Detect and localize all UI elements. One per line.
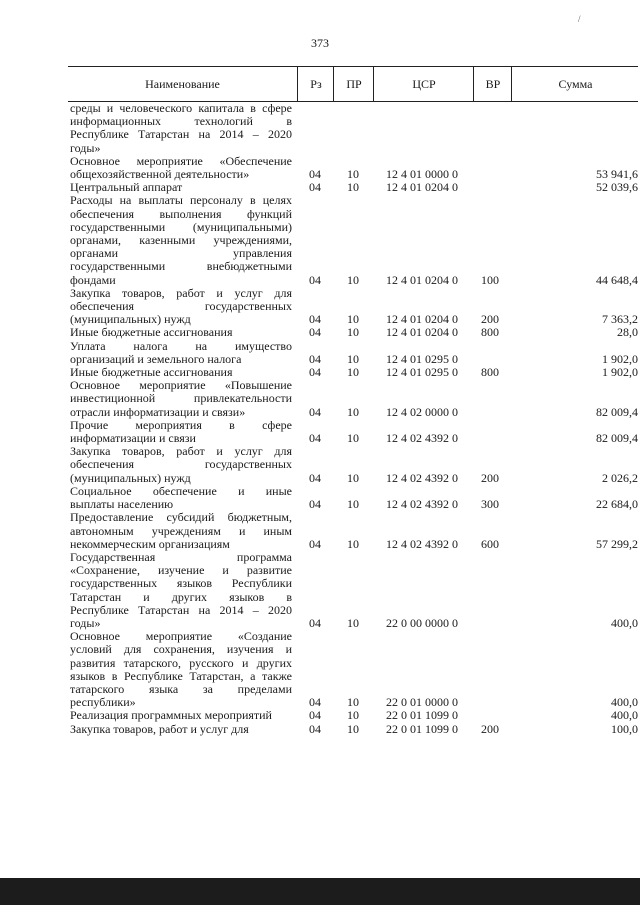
row-name-line: (муниципальных) нужд xyxy=(70,312,191,327)
row-rz: 04 xyxy=(309,536,321,551)
row-name-line: государственных языков Республики xyxy=(70,576,292,591)
row-rz: 04 xyxy=(309,365,321,380)
row-csr: 12 4 01 0204 0 xyxy=(386,272,458,287)
row-rz: 04 xyxy=(309,497,321,512)
row-name xyxy=(70,419,292,445)
table-header xyxy=(68,66,638,102)
row-rz: 04 xyxy=(309,167,321,182)
row-name-line: отрасли информатизации и связи» xyxy=(70,404,246,419)
row-vr: 600 xyxy=(481,536,499,551)
row-pr: 10 xyxy=(347,470,359,485)
row-pr: 10 xyxy=(347,404,359,419)
table-row xyxy=(0,511,640,551)
row-rz: 04 xyxy=(309,695,321,710)
row-name-line: татарского языка за пределами xyxy=(70,681,292,696)
row-name-line: государственными (муниципальными) xyxy=(70,219,292,234)
table-row xyxy=(0,379,640,419)
row-name-line: Основное мероприятие «Создание xyxy=(70,629,292,644)
row-name-line: годы» xyxy=(70,140,101,155)
row-rz: 04 xyxy=(309,325,321,340)
row-vr: 100 xyxy=(481,272,499,287)
row-name xyxy=(70,155,292,181)
row-name-line: органами, казенными учреждениями, xyxy=(70,233,292,248)
row-rz: 04 xyxy=(309,470,321,485)
table-row xyxy=(0,630,640,709)
row-sum: 400,0 xyxy=(611,615,638,630)
row-sum: 1 902,0 xyxy=(602,365,638,380)
row-name xyxy=(70,511,292,551)
row-name xyxy=(70,709,292,722)
row-rz: 04 xyxy=(309,312,321,327)
row-name-line: Основное мероприятие «Повышение xyxy=(70,378,292,393)
row-vr: 800 xyxy=(481,365,499,380)
table-row xyxy=(0,340,640,366)
table-row xyxy=(0,419,640,445)
row-name-line: органами управления xyxy=(70,246,292,261)
row-rz: 04 xyxy=(309,180,321,195)
table-row xyxy=(0,723,640,736)
row-name-line: «Сохранение, изучение и развитие xyxy=(70,563,292,578)
row-csr: 22 0 01 1099 0 xyxy=(386,708,458,723)
row-name-line: Иные бюджетные ассигнования xyxy=(70,325,233,340)
page-number: 373 xyxy=(311,36,329,50)
table-row xyxy=(0,551,640,630)
row-name-line: среды и человеческого капитала в сфере xyxy=(70,101,292,115)
row-csr: 12 4 02 4392 0 xyxy=(386,536,458,551)
row-name-line: Основное мероприятие «Обеспечение xyxy=(70,153,292,168)
row-csr: 12 4 02 4392 0 xyxy=(386,431,458,446)
row-name xyxy=(70,551,292,630)
row-csr: 12 4 01 0000 0 xyxy=(386,167,458,182)
row-name-line: (муниципальных) нужд xyxy=(70,470,191,485)
row-name-line: автономным учреждениям и иным xyxy=(70,523,292,538)
row-sum: 44 648,4 xyxy=(596,272,638,287)
row-sum: 82 009,4 xyxy=(596,404,638,419)
header-csr: ЦСР xyxy=(373,67,474,101)
row-sum: 400,0 xyxy=(611,708,638,723)
row-pr: 10 xyxy=(347,695,359,710)
row-rz: 04 xyxy=(309,404,321,419)
row-name-line: Уплата налога на имущество xyxy=(70,338,292,353)
row-name-line: Закупка товаров, работ и услуг для xyxy=(70,721,249,736)
row-sum: 7 363,2 xyxy=(602,312,638,327)
row-pr: 10 xyxy=(347,536,359,551)
row-pr: 10 xyxy=(347,167,359,182)
row-rz: 04 xyxy=(309,272,321,287)
row-csr: 12 4 01 0295 0 xyxy=(386,365,458,380)
row-pr: 10 xyxy=(347,180,359,195)
row-name-line: инвестиционной привлекательности xyxy=(70,391,292,406)
row-vr: 300 xyxy=(481,497,499,512)
header-sum: Сумма xyxy=(511,67,639,101)
row-name-line: Расходы на выплаты персоналу в целях xyxy=(70,193,292,208)
row-pr: 10 xyxy=(347,351,359,366)
row-csr: 12 4 02 4392 0 xyxy=(386,470,458,485)
scan-bottom-edge xyxy=(0,878,640,905)
table-row xyxy=(0,326,640,339)
row-pr: 10 xyxy=(347,431,359,446)
row-name xyxy=(70,630,292,709)
row-csr: 12 4 02 4392 0 xyxy=(386,497,458,512)
row-name-line: обеспечения государственных xyxy=(70,299,292,314)
row-rz: 04 xyxy=(309,708,321,723)
row-sum: 100,0 xyxy=(611,721,638,736)
row-pr: 10 xyxy=(347,365,359,380)
row-name-line: организаций и земельного налога xyxy=(70,351,242,366)
row-name-line: Иные бюджетные ассигнования xyxy=(70,365,233,380)
row-name xyxy=(70,485,292,511)
row-name-line: языков в Республике Татарстан, а также xyxy=(70,668,292,683)
row-name-line: Прочие мероприятия в сфере xyxy=(70,417,292,432)
row-name-line: информатизации и связи xyxy=(70,431,196,446)
row-rz: 04 xyxy=(309,721,321,736)
row-name xyxy=(70,379,292,419)
row-name xyxy=(70,340,292,366)
row-rz: 04 xyxy=(309,615,321,630)
header-vr: ВР xyxy=(473,67,512,101)
row-sum: 57 299,2 xyxy=(596,536,638,551)
row-name xyxy=(70,723,292,736)
row-name-line: некоммерческим организациям xyxy=(70,536,230,551)
row-sum: 53 941,6 xyxy=(596,167,638,182)
row-rz: 04 xyxy=(309,351,321,366)
row-csr: 12 4 01 0204 0 xyxy=(386,180,458,195)
row-sum: 28,0 xyxy=(617,325,638,340)
row-name-line: Закупка товаров, работ и услуг для xyxy=(70,285,292,300)
row-sum: 1 902,0 xyxy=(602,351,638,366)
row-vr: 200 xyxy=(481,470,499,485)
table-row xyxy=(0,709,640,722)
row-name-line: республики» xyxy=(70,695,136,710)
row-sum: 2 026,2 xyxy=(602,470,638,485)
corner-mark: / xyxy=(578,14,581,24)
row-pr: 10 xyxy=(347,615,359,630)
row-name-line: Реализация программных мероприятий xyxy=(70,708,272,723)
table-row xyxy=(0,445,640,485)
row-pr: 10 xyxy=(347,708,359,723)
row-csr: 12 4 01 0204 0 xyxy=(386,325,458,340)
row-name xyxy=(70,326,292,339)
row-csr: 12 4 02 0000 0 xyxy=(386,404,458,419)
row-name-line: Центральный аппарат xyxy=(70,180,183,195)
row-pr: 10 xyxy=(347,721,359,736)
row-name-line: годы» xyxy=(70,615,101,630)
row-name-line: информационных технологий в xyxy=(70,114,292,129)
table-row xyxy=(0,485,640,511)
row-name-line: Предоставление субсидий бюджетным, xyxy=(70,510,292,525)
row-sum: 22 684,0 xyxy=(596,497,638,512)
row-name-line: Республике Татарстан на 2014 – 2020 xyxy=(70,602,292,617)
row-name-line: обеспечения государственных xyxy=(70,457,292,472)
row-name xyxy=(70,194,292,286)
row-csr: 22 0 00 0000 0 xyxy=(386,615,458,630)
header-pr: ПР xyxy=(333,67,374,101)
row-name-line: государственными внебюджетными xyxy=(70,259,292,274)
row-name-line: развития татарского, русского и других xyxy=(70,655,292,670)
table-body xyxy=(0,102,640,736)
row-pr: 10 xyxy=(347,497,359,512)
row-name xyxy=(70,287,292,327)
row-vr: 200 xyxy=(481,721,499,736)
row-name xyxy=(70,102,292,155)
row-name xyxy=(70,445,292,485)
row-rz: 04 xyxy=(309,431,321,446)
row-csr: 12 4 01 0295 0 xyxy=(386,351,458,366)
row-name-line: фондами xyxy=(70,272,116,287)
row-name-line: Закупка товаров, работ и услуг для xyxy=(70,444,292,459)
row-csr: 22 0 01 0000 0 xyxy=(386,695,458,710)
row-name-line: Социальное обеспечение и иные xyxy=(70,483,292,498)
row-pr: 10 xyxy=(347,312,359,327)
row-csr: 22 0 01 1099 0 xyxy=(386,721,458,736)
header-rz: Рз xyxy=(297,67,334,101)
row-sum: 82 009,4 xyxy=(596,431,638,446)
row-sum: 52 039,6 xyxy=(596,180,638,195)
header-name: Наименование xyxy=(145,77,220,91)
row-pr: 10 xyxy=(347,325,359,340)
row-pr: 10 xyxy=(347,272,359,287)
row-sum: 400,0 xyxy=(611,695,638,710)
table-row xyxy=(0,287,640,327)
row-csr: 12 4 01 0204 0 xyxy=(386,312,458,327)
row-vr: 800 xyxy=(481,325,499,340)
row-vr: 200 xyxy=(481,312,499,327)
row-name-line: общехозяйственной деятельности» xyxy=(70,167,250,182)
table-row xyxy=(0,102,640,155)
row-name-line: условий для сохранения, изучения и xyxy=(70,642,292,657)
row-name-line: выплаты населению xyxy=(70,497,174,512)
row-name-line: Государственная программа xyxy=(70,549,292,564)
row-name-line: обеспечения выполнения функций xyxy=(70,206,292,221)
row-name-line: Республике Татарстан на 2014 – 2020 xyxy=(70,127,292,142)
row-name-line: Татарстан и других языков в xyxy=(70,589,292,604)
table-row xyxy=(0,194,640,286)
table-row xyxy=(0,155,640,181)
